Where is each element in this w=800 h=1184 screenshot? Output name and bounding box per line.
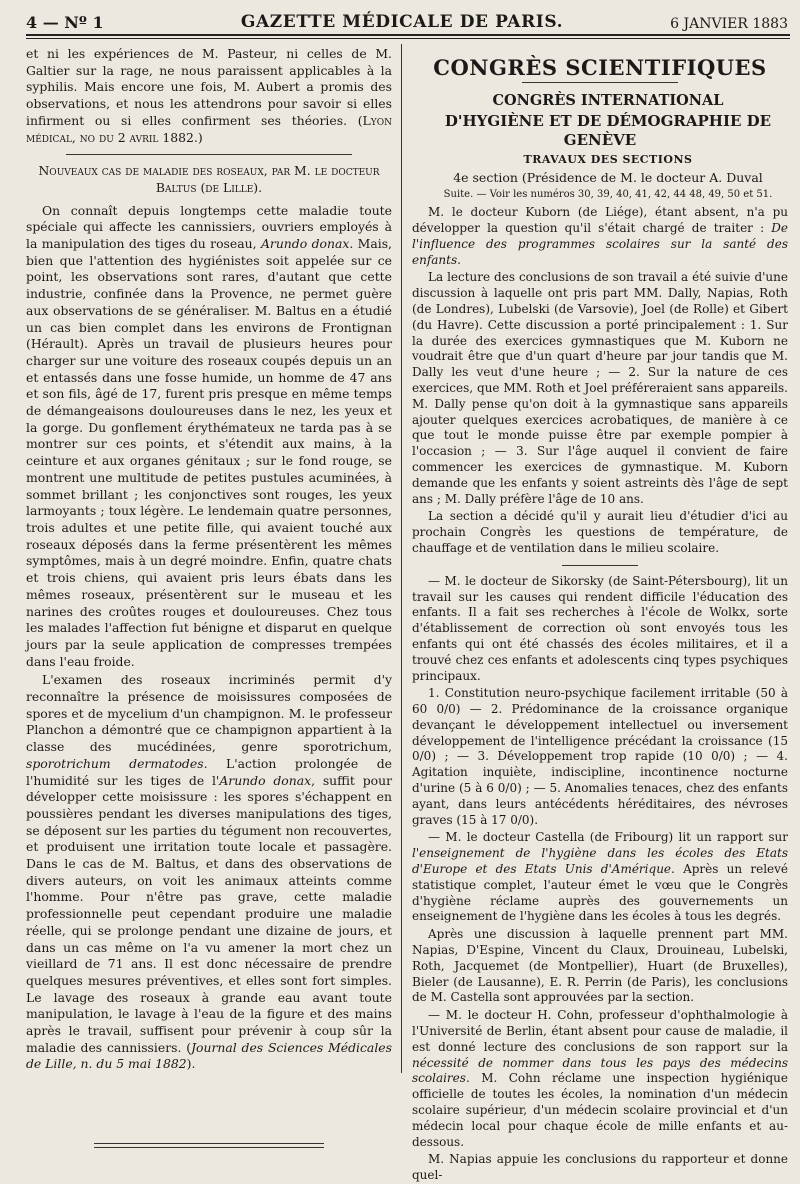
left-column xyxy=(26,46,392,1073)
works-subtitle: TRAVAUX DES SECTIONS xyxy=(523,152,693,166)
right-paragraph-7: Après une discussion à laquelle prennent part MM. Napias, D'Espine, Vincent du Claux, Drouineau, Lubelski, Roth, Jacquemet (de Montpellier), Huart (de Bruxelles), Bieler (de Lausanne), E. R. Perrin (de Paris), les conclusions de M. Castella sont approuvées par la section. xyxy=(412,927,788,1005)
header-rule xyxy=(26,34,790,36)
congress-title-1: CONGRÈS INTERNATIONAL xyxy=(492,91,724,109)
journal-title: GAZETTE MÉDICALE DE PARIS. xyxy=(240,12,564,32)
end-rule-2 xyxy=(94,1147,324,1148)
right-paragraph-5: 1. Constitution neuro-psychique facilement irritable (50 à 60 0/0) — 2. Prédominance de la croissance organique devançant le développement intellectuel ou inversement développement de l'intelligence précédant la croissance (15 0/0) ; — 3. Développement trop rapide (10 0/0) ; — 4. Agitation inquiète, indiscipline, incontinence nocturne d'urine (5 à 6 0/0) ; — 5. Anomalies tenaces, chez des enfants ayant, dans leurs antécédents héréditaires, des névroses graves (15 à 17 0/0). xyxy=(412,686,788,827)
right-paragraph-3: La section a décidé qu'il y aurait lieu d'étudier d'ici au prochain Congrès les questions de température, de chauffage et de ventilation dans le milieu scolaire. xyxy=(412,509,788,555)
article-title: Nouveaux cas de maladie des roseaux, par M. le docteur Baltus (de Lille). xyxy=(38,163,380,195)
right-paragraph-1: M. le docteur Kuborn (de Liége), étant absent, n'a pu développer la question qu'il s'était chargé de traiter : De l'influence des programmes scolaires sur la santé des enfants. xyxy=(412,205,788,267)
header-rule-thin xyxy=(26,38,790,39)
intro-paragraph: et ni les expériences de M. Pasteur, ni celles de M. Galtier sur la rage, ne nous paraissent applicables à la syphilis. Mais encore une fois, M. Aubert a promis des observations, et nous les attendrons pour savoir si elles infirment ou si elles confirment ses théories. (Lyon médical, no du 2 avril 1882.) xyxy=(26,46,392,145)
right-paragraph-8: — M. le docteur H. Cohn, professeur d'ophthalmologie à l'Université de Berlin, étant absent pour cause de maladie, il est donné lecture des conclusions de son rapport sur la nécessité de nommer dans tous les pays des médecins scolaires. M. Cohn réclame une inspection hygiénique officielle de toutes les écoles, la nomination d'un médecin scolaire supérieur, d'un médecin scolaire provincial et d'un médecin local pour chaque école de mille enfants et au-dessous. xyxy=(412,1008,788,1149)
right-paragraph-2: La lecture des conclusions de son travail a été suivie d'une discussion à laquelle ont pris part MM. Dally, Napias, Roth (de Londres), Lubelski (de Varsovie), Joel (de Rolle) et Gibert (du Havre). Cette discussion a porté principalement : 1. Sur la durée des exercices gymnastiques que M. Kuborn ne voudrait être que d'un quart d'heure par jour tandis que M. Dally les veut d'une heure ; — 2. Sur la nature de ces exercices, que MM. Roth et Joel préféreraient sans appareils. M. Dally pense qu'on doit à la gymnastique sans appareils ajouter quelques exercices acrobatiques, de manière à ce que tout le monde puisse être par exemple pompier à l'occasion ; — 3. Sur l'âge auquel il convient de faire commencer les exercices de gymnastique. M. Kuborn demande que les enfants y soient astreints dès l'âge de sept ans ; M. Dally préfère l'âge de 10 ans. xyxy=(412,270,788,506)
end-rule xyxy=(94,1143,324,1144)
right-paragraph-4: — M. le docteur de Sikorsky (de Saint-Pétersbourg), lit un travail sur les causes qui rendent difficile l'éducation des enfants. Il a fait ses recherches à l'école de Wolkx, sorte d'établissement de correction où sont envoyés tous les enfants qui ont été chassés des écoles militaires, et il a trouvé chez ces enfants et adolescents cinq types psychiques principaux. xyxy=(412,573,788,683)
right-paragraph-9: M. Napias appuie les conclusions du rapporteur et donne quel- xyxy=(412,1152,788,1183)
section-separator xyxy=(522,82,678,83)
paragraph-separator xyxy=(562,565,638,566)
section-line: 4e section (Présidence de M. le docteur A. Duval xyxy=(453,169,763,185)
page-header xyxy=(26,8,788,32)
page-number: 4 — Nº 1 xyxy=(26,13,104,32)
column-divider xyxy=(401,44,402,1073)
congress-title-2: D'HYGIÈNE ET DE DÉMOGRAPHIE DE GENÈVE xyxy=(444,111,772,149)
intro-source: (Lyon médical, no du 2 avril 1882.) xyxy=(26,112,392,145)
right-column xyxy=(412,46,789,1183)
issue-date: 6 JANVIER 1883 xyxy=(670,16,788,32)
article-separator xyxy=(66,154,352,155)
suite-note: Suite. — Voir les numéros 30, 39, 40, 41, 42, 44 48, 49, 50 et 51. xyxy=(443,189,773,201)
section-header: CONGRÈS SCIENTIFIQUES xyxy=(433,55,767,80)
right-paragraph-6: — M. le docteur Castella (de Fribourg) lit un rapport sur l'enseignement de l'hygiène dans les écoles des Etats d'Europe et des Etats Unis d'Amérique. Après un relevé statistique complet, l'auteur émet le vœu que le Congrès d'hygiène réclame auprès des gouvernements un enseignement de l'hygiène dans les écoles à tous les degrés. xyxy=(412,830,789,924)
article-paragraph-1: On connaît depuis longtemps cette maladie toute spéciale qui affecte les cannissiers, ouvriers employés à la manipulation des tiges du roseau, Arundo donax. Mais, bien que l'attention des hygiénistes soit appelée sur ce point, les observations sont rares, d'autant que cette industrie, confinée dans la Provence, ne permet guère aux observations de se généraliser. M. Baltus en a étudié un cas bien complet dans les environs de Frontignan (Hérault). Après un travail de plusieurs heures pour charger sur une voiture des roseaux coupés depuis un an et entassés dans une fosse humide, un homme de 47 ans et son fils, âgé de 17, furent pris presque en même temps de démangeaisons douloureuses dans le nez, les yeux et la gorge. Du gonflement érythémateux ne tarda pas à se montrer sur ces points, et s'étendit aux mains, à la ceinture et aux organes génitaux ; sur le fond rouge, se montrent une multitude de petites pustules acuminées, à sommet brillant ; les conjonctives sont rouges, les yeux larmoyants ; toux légère. Le lendemain quatre personnes, trois adultes et une petite fille, qui avaient touché aux roseaux déposés dans la ferme présentèrent les mêmes symptômes, mais à un degré moindre. Enfin, quatre chats et trois chiens, qui avaient pris leurs ébats dans les mêmes roseaux, présentèrent sur le museau et les narines des croûtes rouges et douloureuses. Chez tous les malades l'affection fut bénigne et disparut en quelque jours par la seule application de compresses trempées dans l'eau froide. xyxy=(26,202,392,669)
article-paragraph-2: L'examen des roseaux incriminés permit d'y reconnaître la présence de moisissures composées de spores et de mycelium d'un champignon. M. le professeur Planchon a démontré que ce champignon appartient à la classe des mucédinées, genre sporotrichum, sporotrichum dermatodes. L'action prolongée de l'humidité sur les tiges de l'Arundo donax, suffit pour développer cette moisissure : les spores s'échappent en poussières pendant les diverses manipulations des tiges, se déposent sur les parties du tégument non recouvertes, et produisent une irritation toute locale et passagère. Dans le cas de M. Baltus, et dans des observations de divers auteurs, on voit les animaux atteints comme l'homme. Pour n'être pas grave, cette maladie professionnelle peut cependant produire une maladie réelle, qui se prolonge pendant une dizaine de jours, et dans un cas même on l'a vu amener la mort chez un vieillard de 71 ans. Il est donc nécessaire de prendre quelques mesures préventives, et elles sont fort simples. Le lavage des roseaux à grande eau avant toute manipulation, le lavage à l'eau de la figure et des mains après le travail, suffisent pour prévenir à coup sûr la maladie des cannissiers. (Journal des Sciences Médicales de Lille, n. du 5 mai 1882). xyxy=(26,672,392,1072)
